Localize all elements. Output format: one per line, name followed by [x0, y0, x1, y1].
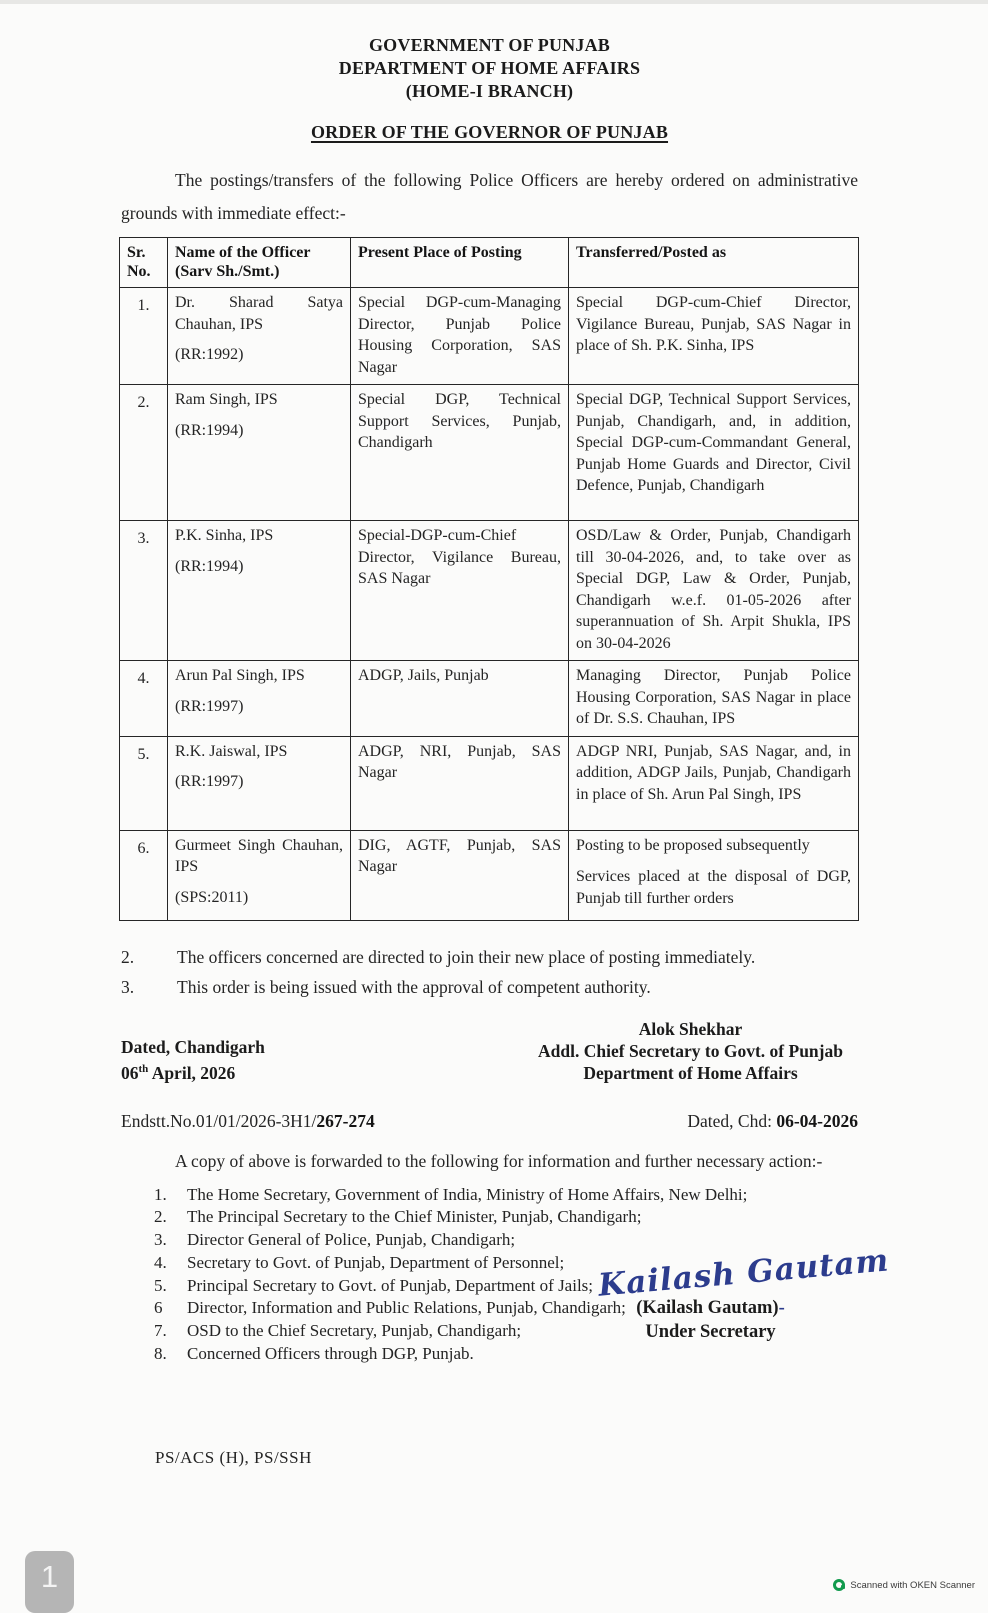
- signature-flourish: -: [778, 1298, 785, 1318]
- letterhead-government: GOVERNMENT OF PUNJAB: [368, 35, 610, 55]
- cell-officer-name: Arun Pal Singh, IPS (RR:1997): [168, 661, 351, 737]
- letterhead-department: DEPARTMENT OF HOME AFFAIRS: [338, 58, 641, 78]
- cell-officer-name: R.K. Jaiswal, IPS (RR:1997): [168, 736, 351, 830]
- cell-sr: 5.: [120, 736, 168, 830]
- order-title: [121, 122, 858, 143]
- signature-designation: Under Secretary: [645, 1322, 776, 1342]
- signature-dateline-row: [121, 1018, 858, 1084]
- list-item: 4. Secretary to Govt. of Punjab, Department of Personnel;: [154, 1252, 565, 1272]
- intro-paragraph: The postings/transfers of the following Police Officers are hereby ordered on administrative grounds with immediate effect:-: [121, 170, 858, 223]
- list-item: 5. Principal Secretary to Govt. of Punjab, Department of Jails;: [154, 1275, 594, 1295]
- list-item: 3. Director General of Police, Punjab, Chandigarh;: [154, 1230, 516, 1250]
- cell-transferred-posted: ADGP NRI, Punjab, SAS Nagar, and, in addition, ADGP Jails, Punjab, Chandigarh in place of Sh. Arun Pal Singh, IPS: [569, 736, 859, 830]
- cell-sr: 2.: [120, 385, 168, 521]
- cell-transferred-posted: Managing Director, Punjab Police Housing Corporation, SAS Nagar in place of Dr. S.S. Chauhan, IPS: [569, 661, 859, 737]
- cell-sr: 1.: [120, 288, 168, 385]
- handwritten-signature: Kailash Gautam: [596, 1242, 891, 1304]
- cell-sr: 3.: [120, 521, 168, 661]
- page-number-badge: 1: [25, 1551, 74, 1613]
- cc-intro-paragraph: A copy of above is forwarded to the following for information and further necessary action:-: [175, 1150, 823, 1171]
- cell-present-posting: ADGP, Jails, Punjab: [351, 661, 569, 737]
- signatory-title2: Department of Home Affairs: [583, 1062, 798, 1083]
- col-header-sr: Sr. No.: [120, 238, 168, 288]
- cell-officer-name: Dr. Sharad Satya Chauhan, IPS (RR:1992): [168, 288, 351, 385]
- col-header-posted: Transferred/Posted as: [569, 238, 859, 288]
- dateline: Dated, Chandigarh 06th April, 2026: [121, 1036, 265, 1083]
- table-header-row: [120, 238, 859, 288]
- endorsement-date: Dated, Chd: 06-04-2026: [687, 1110, 858, 1131]
- scan-edge-artifact: [0, 0, 988, 4]
- cell-officer-name: P.K. Sinha, IPS (RR:1994): [168, 521, 351, 661]
- cell-present-posting: Special-DGP-cum-Chief Director, Vigilance Bureau, SAS Nagar: [351, 521, 569, 661]
- endorsement-row: [121, 1111, 858, 1132]
- table-row: [120, 830, 859, 920]
- cell-officer-name: Ram Singh, IPS (RR:1994): [168, 385, 351, 521]
- list-item: 6 Director, Information and Public Relations, Punjab, Chandigarh;: [154, 1298, 626, 1318]
- endorsement-number: Endstt.No.01/01/2026-3H1/267-274: [121, 1110, 375, 1131]
- table-row: [120, 385, 859, 521]
- list-item: 7. OSD to the Chief Secretary, Punjab, Chandigarh;: [154, 1321, 522, 1341]
- signatory-title1: Addl. Chief Secretary to Govt. of Punjab: [538, 1040, 843, 1061]
- oken-scanner-icon: [833, 1579, 845, 1591]
- cell-transferred-posted: Posting to be proposed subsequently Services placed at the disposal of DGP, Punjab till further orders: [569, 830, 859, 920]
- cell-sr: 4.: [120, 661, 168, 737]
- scanner-watermark: [833, 1579, 975, 1591]
- cell-present-posting: ADGP, NRI, Punjab, SAS Nagar: [351, 736, 569, 830]
- signatory-block: [518, 1018, 863, 1084]
- cell-present-posting: Special DGP, Technical Support Services, Punjab, Chandigarh: [351, 385, 569, 521]
- under-secretary-signature-block: [596, 1242, 891, 1343]
- cell-officer-name: Gurmeet Singh Chauhan, IPS (SPS:2011): [168, 830, 351, 920]
- letterhead-branch: (HOME-I BRANCH): [405, 81, 574, 101]
- cell-transferred-posted: Special DGP, Technical Support Services, Punjab, Chandigarh, and, in addition, Special DGP-cum-Commandant General, Punjab Home Guards and Director, Civil Defence, Punjab, Chandigarh: [569, 385, 859, 521]
- signatory-name: Alok Shekhar: [638, 1018, 743, 1039]
- list-item: 2. The Principal Secretary to the Chief Minister, Punjab, Chandigarh;: [154, 1207, 642, 1227]
- cell-present-posting: Special DGP-cum-Managing Director, Punjab Police Housing Corporation, SAS Nagar: [351, 288, 569, 385]
- ps-reference-line: PS/ACS (H), PS/SSH: [155, 1447, 312, 1467]
- order-paragraph-3: 3. This order is being issued with the approval of competent authority.: [121, 976, 651, 997]
- list-item: 1. The Home Secretary, Government of India, Ministry of Home Affairs, New Delhi;: [154, 1184, 748, 1204]
- table-row: [120, 661, 859, 737]
- cell-transferred-posted: OSD/Law & Order, Punjab, Chandigarh till 30-04-2026, and, to take over as Special DGP, Law & Order, Punjab, Chandigarh w.e.f. 01-05-2026 after superannuation of Sh. Arpit Shukla, IPS on 30-04-2026: [569, 521, 859, 661]
- scanner-watermark-label: Scanned with OKEN Scanner: [850, 1579, 975, 1591]
- table-row: [120, 521, 859, 661]
- dateline-date: 06th April, 2026: [121, 1062, 236, 1083]
- cell-sr: 6.: [120, 830, 168, 920]
- cell-transferred-posted: Special DGP-cum-Chief Director, Vigilance Bureau, Punjab, SAS Nagar in place of Sh. P.K. Sinha, IPS: [569, 288, 859, 385]
- order-paragraph-2: 2. The officers concerned are directed to join their new place of posting immediately.: [121, 946, 756, 967]
- transfer-table: [119, 237, 859, 921]
- order-title-text: ORDER OF THE GOVERNOR OF PUNJAB: [310, 122, 669, 142]
- letterhead: [121, 34, 858, 103]
- table-row: [120, 288, 859, 385]
- col-header-name: Name of the Officer (Sarv Sh./Smt.): [168, 238, 351, 288]
- cell-present-posting: DIG, AGTF, Punjab, SAS Nagar: [351, 830, 569, 920]
- signature-typed-name: (Kailash Gautam)-: [636, 1298, 785, 1318]
- list-item: 8. Concerned Officers through DGP, Punjab.: [154, 1344, 474, 1364]
- table-row: [120, 736, 859, 830]
- col-header-present: Present Place of Posting: [351, 238, 569, 288]
